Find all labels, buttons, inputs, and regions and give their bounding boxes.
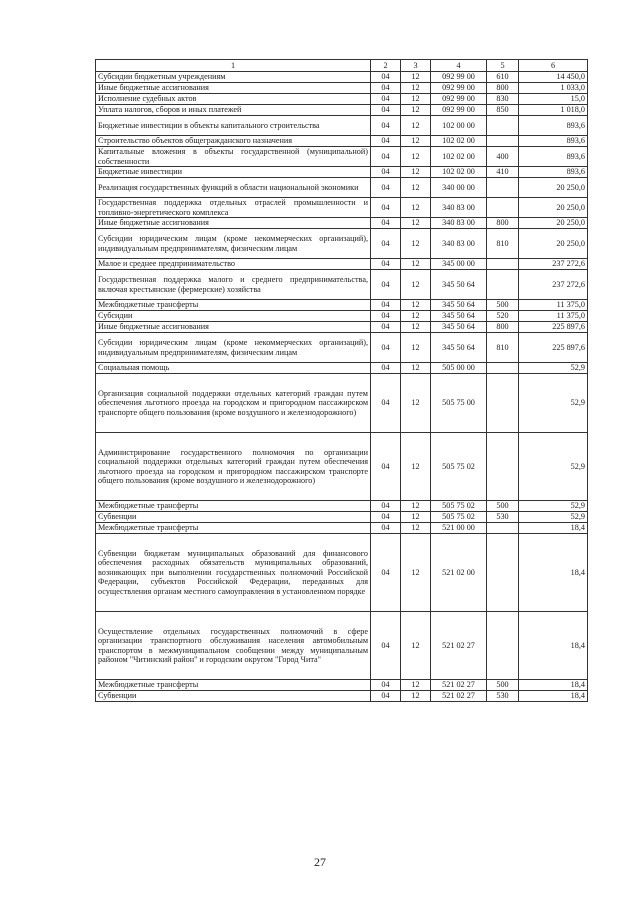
row-expense-type-cell [487, 523, 519, 534]
page-number: 27 [314, 855, 326, 869]
table-row [96, 83, 588, 94]
table-row [96, 322, 588, 333]
row-target-article-cell: 340 83 00 [431, 198, 487, 218]
row-amount-cell: 20 250,0 [519, 198, 588, 218]
header-col-4: 4 [431, 60, 487, 72]
row-section-cell: 04 [371, 523, 401, 534]
row-target-article-cell: 092 99 00 [431, 105, 487, 116]
row-subsection-cell: 12 [401, 136, 431, 147]
row-amount-cell: 225 897,6 [519, 333, 588, 363]
row-subsection-cell: 12 [401, 612, 431, 680]
row-name-cell: Субсидии [96, 311, 371, 322]
row-name-cell: Администрирование государственного полномочия по организации социальной поддержки отдельных категорий граждан путем обеспечения льготного проезда на городском и пригородном пассажирском транспорте общего пользования (кроме воздушного и железнодорожного) [96, 433, 371, 501]
header-col-6: 6 [519, 60, 588, 72]
header-col-1: 1 [96, 60, 371, 72]
row-target-article-cell: 102 02 00 [431, 136, 487, 147]
row-expense-type-cell [487, 534, 519, 612]
table-row [96, 218, 588, 229]
row-subsection-cell: 12 [401, 198, 431, 218]
row-expense-type-cell [487, 270, 519, 300]
table-row [96, 116, 588, 136]
row-name-cell: Бюджетные инвестиции в объекты капитального строительства [96, 116, 371, 136]
row-section-cell: 04 [371, 612, 401, 680]
row-target-article-cell: 102 02 00 [431, 167, 487, 178]
header-col-2: 2 [371, 60, 401, 72]
row-section-cell: 04 [371, 94, 401, 105]
row-section-cell: 04 [371, 198, 401, 218]
row-target-article-cell: 345 50 64 [431, 333, 487, 363]
row-name-cell: Организация социальной поддержки отдельных категорий граждан путем обеспечения льготного проезда на городском и пригородном пассажирском транспорте общего пользования (кроме воздушного и железнодорожного) [96, 374, 371, 433]
row-section-cell: 04 [371, 147, 401, 167]
row-subsection-cell: 12 [401, 300, 431, 311]
row-expense-type-cell [487, 136, 519, 147]
table-row [96, 363, 588, 374]
row-subsection-cell: 12 [401, 147, 431, 167]
row-name-cell: Иные бюджетные ассигнования [96, 83, 371, 94]
row-expense-type-cell: 520 [487, 311, 519, 322]
row-subsection-cell: 12 [401, 270, 431, 300]
row-amount-cell: 52,9 [519, 512, 588, 523]
table-row [96, 259, 588, 270]
row-target-article-cell: 340 83 00 [431, 218, 487, 229]
table-row [96, 311, 588, 322]
budget-table [95, 59, 588, 702]
row-amount-cell: 18,4 [519, 612, 588, 680]
row-expense-type-cell: 610 [487, 72, 519, 83]
row-section-cell: 04 [371, 167, 401, 178]
row-amount-cell: 20 250,0 [519, 218, 588, 229]
row-name-cell: Субсидии бюджетным учреждениям [96, 72, 371, 83]
row-section-cell: 04 [371, 178, 401, 198]
row-expense-type-cell [487, 363, 519, 374]
row-target-article-cell: 505 75 02 [431, 501, 487, 512]
header-col-3: 3 [401, 60, 431, 72]
table-row [96, 612, 588, 680]
row-amount-cell: 18,4 [519, 691, 588, 702]
table-row [96, 167, 588, 178]
row-expense-type-cell: 410 [487, 167, 519, 178]
row-target-article-cell: 092 99 00 [431, 94, 487, 105]
row-section-cell: 04 [371, 534, 401, 612]
row-amount-cell: 52,9 [519, 501, 588, 512]
row-subsection-cell: 12 [401, 363, 431, 374]
table-row [96, 105, 588, 116]
row-amount-cell: 1 018,0 [519, 105, 588, 116]
row-name-cell: Субвенции [96, 691, 371, 702]
table-row [96, 680, 588, 691]
row-section-cell: 04 [371, 218, 401, 229]
row-expense-type-cell [487, 259, 519, 270]
row-subsection-cell: 12 [401, 433, 431, 501]
table-row [96, 198, 588, 218]
table-row [96, 178, 588, 198]
row-section-cell: 04 [371, 300, 401, 311]
table-row [96, 229, 588, 259]
row-subsection-cell: 12 [401, 311, 431, 322]
row-amount-cell: 237 272,6 [519, 259, 588, 270]
row-expense-type-cell: 810 [487, 229, 519, 259]
row-section-cell: 04 [371, 512, 401, 523]
row-name-cell: Исполнение судебных актов [96, 94, 371, 105]
row-section-cell: 04 [371, 322, 401, 333]
row-amount-cell: 225 897,6 [519, 322, 588, 333]
row-expense-type-cell: 500 [487, 300, 519, 311]
row-amount-cell: 18,4 [519, 680, 588, 691]
row-expense-type-cell: 530 [487, 691, 519, 702]
row-name-cell: Строительство объектов общегражданского назначения [96, 136, 371, 147]
row-subsection-cell: 12 [401, 501, 431, 512]
table-row [96, 72, 588, 83]
table-row [96, 691, 588, 702]
row-target-article-cell: 521 02 27 [431, 680, 487, 691]
row-section-cell: 04 [371, 433, 401, 501]
row-name-cell: Субвенции бюджетам муниципальных образований для финансового обеспечения расходных обязательств муниципальных образований, возникающих при выполнении государственных полномочий Российской Федерации, субъектов Российской Федерации, переданных для осуществления органам местного самоуправления в установленном порядке [96, 534, 371, 612]
row-target-article-cell: 505 75 00 [431, 374, 487, 433]
row-target-article-cell: 505 75 02 [431, 512, 487, 523]
row-target-article-cell: 521 02 00 [431, 534, 487, 612]
table-header-row [96, 60, 588, 72]
row-subsection-cell: 12 [401, 523, 431, 534]
table-row [96, 512, 588, 523]
row-name-cell: Социальная помощь [96, 363, 371, 374]
row-name-cell: Иные бюджетные ассигнования [96, 322, 371, 333]
row-subsection-cell: 12 [401, 534, 431, 612]
row-section-cell: 04 [371, 680, 401, 691]
row-subsection-cell: 12 [401, 178, 431, 198]
row-section-cell: 04 [371, 105, 401, 116]
row-target-article-cell: 521 02 27 [431, 612, 487, 680]
row-target-article-cell: 505 75 02 [431, 433, 487, 501]
row-amount-cell: 20 250,0 [519, 178, 588, 198]
row-expense-type-cell [487, 198, 519, 218]
row-target-article-cell: 345 00 00 [431, 259, 487, 270]
header-col-5: 5 [487, 60, 519, 72]
row-subsection-cell: 12 [401, 374, 431, 433]
row-target-article-cell: 345 50 64 [431, 270, 487, 300]
table-row [96, 136, 588, 147]
row-expense-type-cell: 810 [487, 333, 519, 363]
row-expense-type-cell: 500 [487, 501, 519, 512]
row-subsection-cell: 12 [401, 259, 431, 270]
row-section-cell: 04 [371, 333, 401, 363]
row-target-article-cell: 092 99 00 [431, 72, 487, 83]
row-target-article-cell: 102 02 00 [431, 147, 487, 167]
table-row [96, 534, 588, 612]
row-amount-cell: 11 375,0 [519, 311, 588, 322]
row-subsection-cell: 12 [401, 322, 431, 333]
row-section-cell: 04 [371, 259, 401, 270]
row-section-cell: 04 [371, 136, 401, 147]
row-section-cell: 04 [371, 83, 401, 94]
row-amount-cell: 893,6 [519, 136, 588, 147]
row-subsection-cell: 12 [401, 105, 431, 116]
table-row [96, 523, 588, 534]
row-amount-cell: 893,6 [519, 116, 588, 136]
row-name-cell: Уплата налогов, сборов и иных платежей [96, 105, 371, 116]
row-amount-cell: 11 375,0 [519, 300, 588, 311]
row-amount-cell: 52,9 [519, 363, 588, 374]
row-name-cell: Межбюджетные трансферты [96, 680, 371, 691]
row-name-cell: Капитальные вложения в объекты государственной (муниципальной) собственности [96, 147, 371, 167]
row-expense-type-cell: 850 [487, 105, 519, 116]
row-subsection-cell: 12 [401, 83, 431, 94]
row-expense-type-cell: 530 [487, 512, 519, 523]
table-row [96, 147, 588, 167]
row-amount-cell: 15,0 [519, 94, 588, 105]
table-row [96, 433, 588, 501]
row-subsection-cell: 12 [401, 167, 431, 178]
row-name-cell: Иные бюджетные ассигнования [96, 218, 371, 229]
row-target-article-cell: 521 00 00 [431, 523, 487, 534]
row-target-article-cell: 521 02 27 [431, 691, 487, 702]
row-expense-type-cell: 800 [487, 322, 519, 333]
row-section-cell: 04 [371, 501, 401, 512]
row-expense-type-cell [487, 612, 519, 680]
row-name-cell: Субвенции [96, 512, 371, 523]
row-amount-cell: 20 250,0 [519, 229, 588, 259]
row-section-cell: 04 [371, 691, 401, 702]
row-name-cell: Субсидии юридическим лицам (кроме некоммерческих организаций), индивидуальным предпринимателям, физическим лицам [96, 229, 371, 259]
row-amount-cell: 18,4 [519, 523, 588, 534]
row-name-cell: Межбюджетные трансферты [96, 300, 371, 311]
row-target-article-cell: 102 00 00 [431, 116, 487, 136]
row-section-cell: 04 [371, 311, 401, 322]
table-row [96, 270, 588, 300]
table-row [96, 333, 588, 363]
row-subsection-cell: 12 [401, 680, 431, 691]
row-amount-cell: 14 450,0 [519, 72, 588, 83]
row-subsection-cell: 12 [401, 116, 431, 136]
row-section-cell: 04 [371, 229, 401, 259]
row-section-cell: 04 [371, 374, 401, 433]
table-row [96, 94, 588, 105]
row-target-article-cell: 505 00 00 [431, 363, 487, 374]
row-target-article-cell: 092 99 00 [431, 83, 487, 94]
row-amount-cell: 237 272,6 [519, 270, 588, 300]
row-section-cell: 04 [371, 363, 401, 374]
row-expense-type-cell: 400 [487, 147, 519, 167]
row-name-cell: Субсидии юридическим лицам (кроме некоммерческих организаций), индивидуальным предпринимателям, физическим лицам [96, 333, 371, 363]
table-row [96, 300, 588, 311]
row-subsection-cell: 12 [401, 72, 431, 83]
row-target-article-cell: 345 50 64 [431, 300, 487, 311]
row-expense-type-cell: 500 [487, 680, 519, 691]
row-expense-type-cell [487, 178, 519, 198]
row-subsection-cell: 12 [401, 229, 431, 259]
row-subsection-cell: 12 [401, 94, 431, 105]
row-subsection-cell: 12 [401, 512, 431, 523]
row-section-cell: 04 [371, 270, 401, 300]
row-expense-type-cell [487, 433, 519, 501]
row-name-cell: Межбюджетные трансферты [96, 501, 371, 512]
row-target-article-cell: 345 50 64 [431, 311, 487, 322]
row-name-cell: Малое и среднее предпринимательство [96, 259, 371, 270]
row-amount-cell: 893,6 [519, 147, 588, 167]
row-expense-type-cell: 800 [487, 83, 519, 94]
table-row [96, 374, 588, 433]
row-expense-type-cell: 800 [487, 218, 519, 229]
row-section-cell: 04 [371, 72, 401, 83]
row-subsection-cell: 12 [401, 218, 431, 229]
row-name-cell: Реализация государственных функций в области национальной экономики [96, 178, 371, 198]
row-target-article-cell: 345 50 64 [431, 322, 487, 333]
row-expense-type-cell [487, 116, 519, 136]
row-amount-cell: 893,6 [519, 167, 588, 178]
row-expense-type-cell [487, 374, 519, 433]
row-amount-cell: 52,9 [519, 433, 588, 501]
row-name-cell: Осуществление отдельных государственных полномочий в сфере организации транспортного обслуживания населения автомобильным транспортом в межмуниципальном сообщении между муниципальным районом "Читинский район" и городским округом "Город Чита" [96, 612, 371, 680]
row-amount-cell: 1 033,0 [519, 83, 588, 94]
row-subsection-cell: 12 [401, 691, 431, 702]
row-amount-cell: 52,9 [519, 374, 588, 433]
table-row [96, 501, 588, 512]
row-subsection-cell: 12 [401, 333, 431, 363]
row-target-article-cell: 340 83 00 [431, 229, 487, 259]
row-expense-type-cell: 830 [487, 94, 519, 105]
row-section-cell: 04 [371, 116, 401, 136]
row-name-cell: Межбюджетные трансферты [96, 523, 371, 534]
row-name-cell: Бюджетные инвестиции [96, 167, 371, 178]
row-target-article-cell: 340 00 00 [431, 178, 487, 198]
row-name-cell: Государственная поддержка отдельных отраслей промышленности и топливно-энергетического комплекса [96, 198, 371, 218]
row-amount-cell: 18,4 [519, 534, 588, 612]
row-name-cell: Государственная поддержка малого и среднего предпринимательства, включая крестьянские (фермерские) хозяйства [96, 270, 371, 300]
